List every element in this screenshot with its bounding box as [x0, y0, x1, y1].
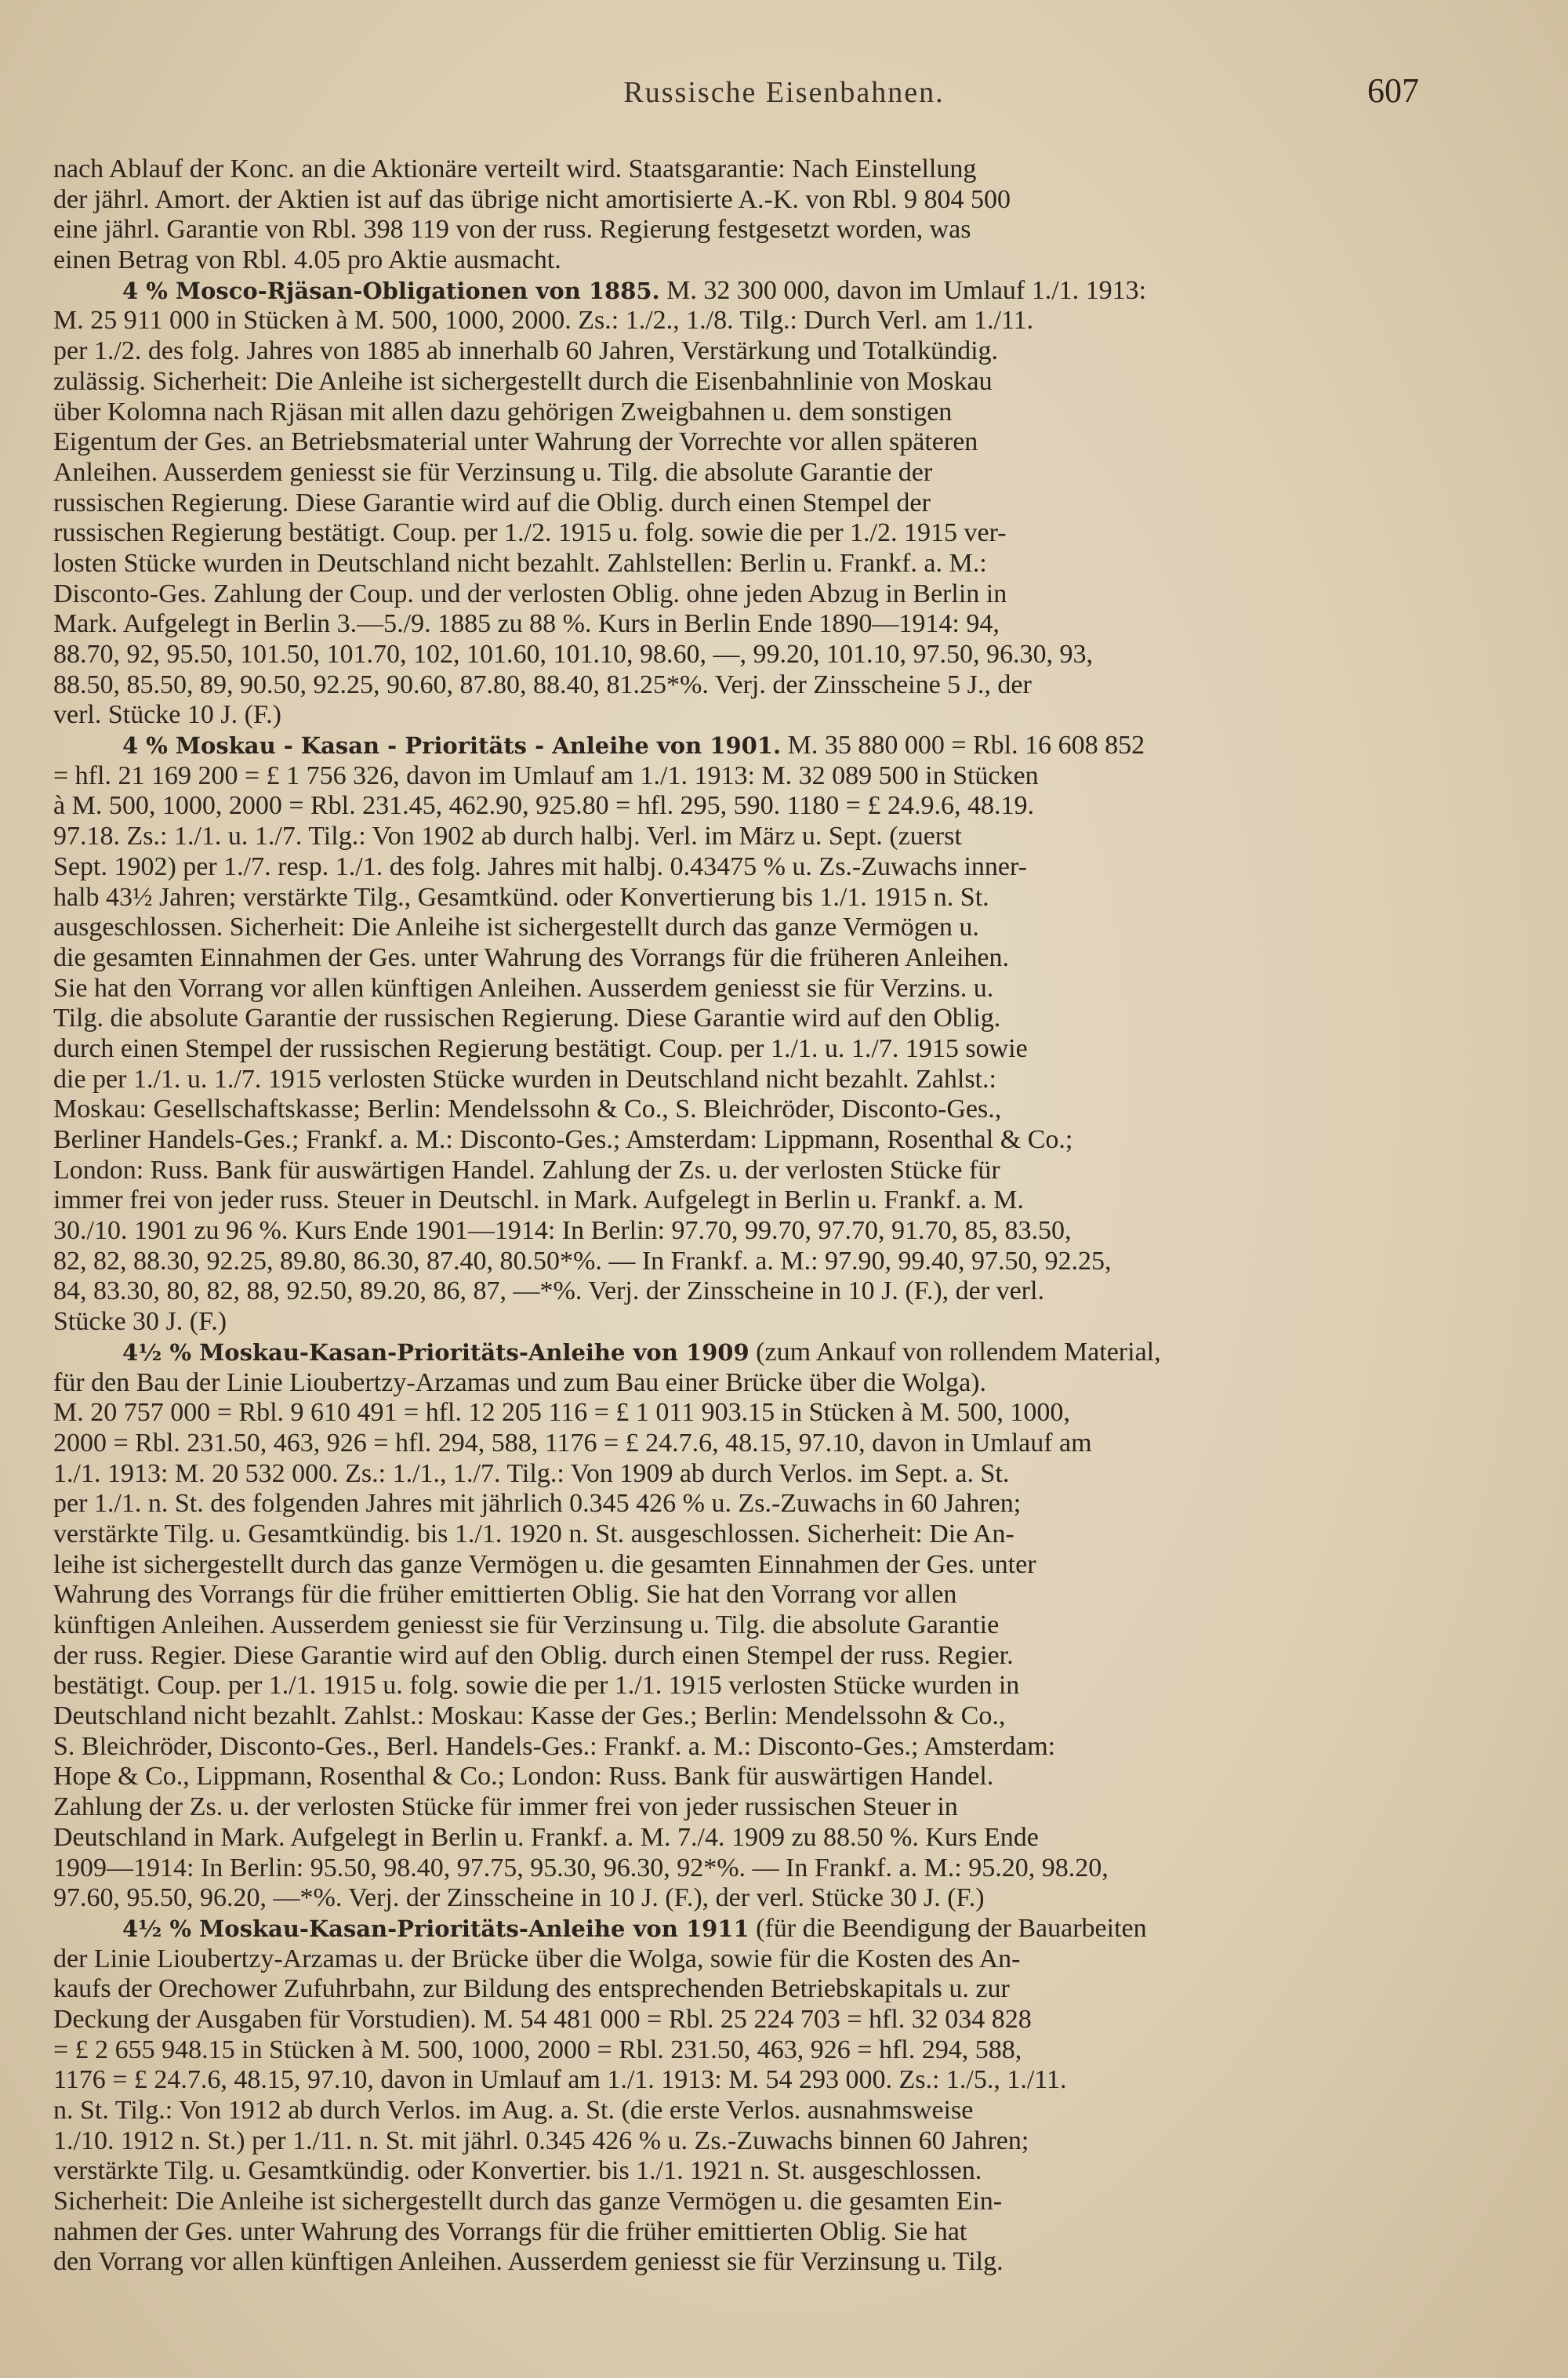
line-text: nahmen der Ges. unter Wahrung des Vorrangs für die früher emittierten Oblig. Sie hat	[53, 2216, 967, 2246]
line-text: Zahlung der Zs. u. der verlosten Stücke für immer frei von jeder russischen Steuer in	[53, 1792, 958, 1822]
text-line	[53, 974, 1421, 1004]
text-line	[53, 1276, 1421, 1307]
line-text: 2000 = Rbl. 231.50, 463, 926 = hfl. 294, 588, 1176 = £ 24.7.6, 48.15, 97.10, davon in Umlauf am	[53, 1428, 1092, 1458]
text-line	[53, 2005, 1421, 2035]
text-line	[53, 1247, 1421, 1277]
text-line	[53, 1914, 1421, 1944]
line-text: verl. Stücke 10 J. (F.)	[53, 700, 281, 730]
line-text: für den Bau der Linie Lioubertzy-Arzamas und zum Bau einer Brücke über die Wolga).	[53, 1367, 986, 1397]
line-text: Eigentum der Ges. an Betriebsmaterial unter Wahrung der Vorrechte vor allen späteren	[53, 427, 978, 457]
text-line	[53, 1338, 1421, 1368]
page-header-title: Russische Eisenbahnen.	[623, 76, 945, 109]
line-text: eine jährl. Garantie von Rbl. 398 119 von der russ. Regierung festgesetzt worden, was	[53, 215, 971, 245]
text-line	[53, 1974, 1421, 2005]
line-text: 1./1. 1913: M. 20 532 000. Zs.: 1./1., 1./7. Tilg.: Von 1909 ab durch Verlos. im Sept. a. St.	[53, 1458, 1010, 1488]
text-line	[53, 1125, 1421, 1156]
line-text: (zum Ankauf von rollendem Material,	[756, 1337, 1161, 1367]
entry-title: 4½ % Moskau-Kasan-Prioritäts-Anleihe von 1909	[122, 1338, 750, 1366]
line-text: nach Ablauf der Konc. an die Aktionäre verteilt wird. Staatsgarantie: Nach Einstellung	[53, 154, 977, 183]
text-line	[53, 245, 1421, 276]
line-text: S. Bleichröder, Disconto-Ges., Berl. Handels-Ges.: Frankf. a. M.: Disconto-Ges.; Amsterdam:	[53, 1731, 1056, 1761]
text-line	[53, 1550, 1421, 1581]
page-number: 607	[1367, 71, 1419, 110]
text-line	[53, 367, 1421, 398]
line-text: M. 32 300 000, davon im Umlauf 1./1. 1913:	[666, 275, 1147, 305]
text-line	[53, 670, 1421, 701]
text-line	[53, 458, 1421, 488]
text-line	[53, 2126, 1421, 2157]
text-line	[53, 1095, 1421, 1125]
text-line	[53, 1429, 1421, 1459]
line-text: 82, 82, 88.30, 92.25, 89.80, 86.30, 87.40, 80.50*%. — In Frankf. a. M.: 97.90, 99.40, 97.50, 92.25,	[53, 1246, 1112, 1276]
entry-title: 4½ % Moskau-Kasan-Prioritäts-Anleihe von 1911	[122, 1915, 750, 1942]
text-line	[53, 852, 1421, 883]
text-line	[53, 518, 1421, 549]
line-text: losten Stücke wurden in Deutschland nicht bezahlt. Zahlstellen: Berlin u. Frankf. a. M.:	[53, 548, 987, 578]
line-text: = hfl. 21 169 200 = £ 1 756 326, davon im Umlauf am 1./1. 1913: M. 32 089 500 in Stücken	[53, 761, 1039, 790]
text-line	[53, 488, 1421, 519]
entry-title: 4 % Moskau - Kasan - Prioritäts - Anleihe von 1901.	[122, 732, 782, 760]
text-line	[53, 1701, 1421, 1732]
text-line	[53, 1671, 1421, 1701]
document-body	[53, 154, 1421, 2278]
text-line	[53, 276, 1421, 307]
line-text: Tilg. die absolute Garantie der russischen Regierung. Diese Garantie wird auf den Oblig.	[53, 1004, 1001, 1033]
line-text: der russ. Regier. Diese Garantie wird auf den Oblig. durch einen Stempel der russ. Regier.	[53, 1640, 1014, 1670]
text-line	[53, 761, 1421, 792]
text-line	[53, 2096, 1421, 2126]
line-text: russischen Regierung bestätigt. Coup. per 1./2. 1915 u. folg. sowie die per 1./2. 1915 ver-	[53, 518, 1007, 548]
line-text: 1909—1914: In Berlin: 95.50, 98.40, 97.75, 95.30, 96.30, 92*%. — In Frankf. a. M.: 95.20, 98.20,	[53, 1853, 1109, 1882]
line-text: kaufs der Orechower Zufuhrbahn, zur Bildung des entsprechenden Betriebskapitals u. zur	[53, 1974, 1010, 2004]
text-line	[53, 427, 1421, 458]
text-line	[53, 398, 1421, 428]
entry-konc	[53, 154, 1421, 276]
text-line	[53, 883, 1421, 913]
text-line	[53, 1519, 1421, 1550]
text-line	[53, 609, 1421, 640]
text-line	[53, 306, 1421, 336]
line-text: Anleihen. Ausserdem geniesst sie für Verzinsung u. Tilg. die absolute Garantie der	[53, 457, 933, 487]
text-line	[53, 943, 1421, 974]
line-text: verstärkte Tilg. u. Gesamtkündig. bis 1./1. 1920 n. St. ausgeschlossen. Sicherheit: Die An-	[53, 1519, 1014, 1548]
entry-moskau-kasan-1909	[53, 1338, 1421, 1914]
text-line	[53, 913, 1421, 943]
line-text: Disconto-Ges. Zahlung der Coup. und der verlosten Oblig. ohne jeden Abzug in Berlin in	[53, 579, 1007, 608]
text-line	[53, 1489, 1421, 1519]
line-text: per 1./2. des folg. Jahres von 1885 ab innerhalb 60 Jahren, Verstärkung und Totalkündig.	[53, 336, 999, 366]
line-text: zulässig. Sicherheit: Die Anleihe ist sichergestellt durch die Eisenbahnlinie von Moskau	[53, 366, 993, 396]
line-text: Deutschland nicht bezahlt. Zahlst.: Moskau: Kasse der Ges.; Berlin: Mendelssohn & Co.,	[53, 1701, 1006, 1731]
line-text: 88.50, 85.50, 89, 90.50, 92.25, 90.60, 87.80, 88.40, 81.25*%. Verj. der Zinsscheine 5 J., der	[53, 670, 1032, 699]
line-text: (für die Beendigung der Bauarbeiten	[756, 1913, 1147, 1943]
line-text: = £ 2 655 948.15 in Stücken à M. 500, 1000, 2000 = Rbl. 231.50, 463, 926 = hfl. 294, 588,	[53, 2035, 1022, 2064]
line-text: der jährl. Amort. der Aktien ist auf das übrige nicht amortisierte A.-K. von Rbl. 9 804 500	[53, 184, 1011, 214]
text-line	[53, 640, 1421, 670]
line-text: der Linie Lioubertzy-Arzamas u. der Brücke über die Wolga, sowie für die Kosten des An-	[53, 1944, 1021, 1973]
text-line	[53, 1065, 1421, 1095]
line-text: durch einen Stempel der russischen Regierung bestätigt. Coup. per 1./1. u. 1./7. 1915 sowie	[53, 1033, 1028, 1063]
line-text: halb 43½ Jahren; verstärkte Tilg., Gesamtkünd. oder Konvertierung bis 1./1. 1915 n. St.	[53, 882, 989, 912]
text-line	[53, 1398, 1421, 1429]
line-text: einen Betrag von Rbl. 4.05 pro Aktie ausmacht.	[53, 245, 561, 275]
line-text: London: Russ. Bank für auswärtigen Handel. Zahlung der Zs. u. der verlosten Stücke für	[53, 1155, 1000, 1185]
line-text: 97.60, 95.50, 96.20, —*%. Verj. der Zinsscheine in 10 J. (F.), der verl. Stücke 30 J. (F.)	[53, 1883, 985, 1913]
text-line	[53, 1004, 1421, 1034]
line-text: 30./10. 1901 zu 96 %. Kurs Ende 1901—1914: In Berlin: 97.70, 99.70, 97.70, 91.70, 85, 83.50,	[53, 1216, 1072, 1246]
line-text: M. 20 757 000 = Rbl. 9 610 491 = hfl. 12 205 116 = £ 1 011 903.15 in Stücken à M. 500, 1000,	[53, 1398, 1070, 1428]
text-line	[53, 1792, 1421, 1823]
text-line	[53, 2187, 1421, 2217]
line-text: Mark. Aufgelegt in Berlin 3.—5./9. 1885 zu 88 %. Kurs in Berlin Ende 1890—1914: 94,	[53, 609, 1000, 639]
line-text: Sicherheit: Die Anleihe ist sichergestellt durch das ganze Vermögen u. die gesamten Ein-	[53, 2187, 1003, 2216]
line-text: Deutschland in Mark. Aufgelegt in Berlin u. Frankf. a. M. 7./4. 1909 zu 88.50 %. Kurs Ende	[53, 1822, 1039, 1852]
line-text: M. 35 880 000 = Rbl. 16 608 852	[787, 731, 1145, 761]
line-text: die gesamten Einnahmen der Ges. unter Wahrung des Vorrangs für die früheren Anleihen.	[53, 942, 1010, 972]
text-line	[53, 1156, 1421, 1186]
line-text: 1176 = £ 24.7.6, 48.15, 97.10, davon in Umlauf am 1./1. 1913: M. 54 293 000. Zs.: 1./5., 1./11.	[53, 2065, 1067, 2095]
line-text: über Kolomna nach Rjäsan mit allen dazu gehörigen Zweigbahnen u. dem sonstigen	[53, 397, 953, 427]
text-line	[53, 1883, 1421, 1914]
line-text: immer frei von jeder russ. Steuer in Deutschl. in Mark. Aufgelegt in Berlin u. Frankf. a. M.	[53, 1185, 1024, 1215]
text-line	[53, 1307, 1421, 1338]
text-line	[53, 579, 1421, 610]
text-line	[53, 1580, 1421, 1610]
line-text: Stücke 30 J. (F.)	[53, 1307, 227, 1337]
text-line	[53, 1216, 1421, 1247]
line-text: per 1./1. n. St. des folgenden Jahres mit jährlich 0.345 426 % u. Zs.-Zuwachs in 60 Jahren;	[53, 1489, 1022, 1519]
text-line	[53, 1610, 1421, 1641]
line-text: 1./10. 1912 n. St.) per 1./11. n. St. mit jährl. 0.345 426 % u. Zs.-Zuwachs binnen 60 Jahren;	[53, 2126, 1029, 2155]
line-text: bestätigt. Coup. per 1./1. 1915 u. folg. sowie die per 1./1. 1915 verlosten Stücke wurden in	[53, 1671, 1020, 1701]
line-text: Deckung der Ausgaben für Vorstudien). M. 54 481 000 = Rbl. 25 224 703 = hfl. 32 034 828	[53, 2004, 1032, 2034]
text-line	[53, 1034, 1421, 1065]
text-line	[53, 1823, 1421, 1853]
entry-moskau-kasan-1911	[53, 1914, 1421, 2278]
line-text: 88.70, 92, 95.50, 101.50, 101.70, 102, 101.60, 101.10, 98.60, —, 99.20, 101.10, 97.50, 96.30, 93,	[53, 640, 1093, 669]
line-text: 97.18. Zs.: 1./1. u. 1./7. Tilg.: Von 1902 ab durch halbj. Verl. im März u. Sept. (zuerst	[53, 822, 962, 851]
running-head	[0, 71, 1568, 122]
text-line	[53, 731, 1421, 761]
text-line	[53, 2156, 1421, 2187]
text-line	[53, 215, 1421, 245]
text-line	[53, 336, 1421, 367]
line-text: n. St. Tilg.: Von 1912 ab durch Verlos. im Aug. a. St. (die erste Verlos. ausnahmsweise	[53, 2096, 974, 2125]
line-text: Sept. 1902) per 1./7. resp. 1./1. des folg. Jahres mit halbj. 0.43475 % u. Zs.-Zuwachs inner-	[53, 851, 1027, 881]
line-text: 84, 83.30, 80, 82, 88, 92.50, 89.20, 86, 87, —*%. Verj. der Zinsscheine in 10 J. (F.), der verl.	[53, 1276, 1044, 1306]
text-line	[53, 185, 1421, 216]
line-text: ausgeschlossen. Sicherheit: Die Anleihe ist sichergestellt durch das ganze Vermögen u.	[53, 913, 979, 942]
text-line	[53, 1762, 1421, 1792]
entry-title: 4 % Mosco-Rjäsan-Obligationen von 1885.	[122, 277, 660, 304]
text-line	[53, 549, 1421, 579]
line-text: russischen Regierung. Diese Garantie wird auf die Oblig. durch einen Stempel der	[53, 488, 931, 517]
text-line	[53, 2035, 1421, 2066]
text-line	[53, 2247, 1421, 2278]
line-text: Sie hat den Vorrang vor allen künftigen Anleihen. Ausserdem geniesst sie für Verzins. u.	[53, 973, 994, 1003]
text-line	[53, 1368, 1421, 1399]
line-text: den Vorrang vor allen künftigen Anleihen. Ausserdem geniesst sie für Verzinsung u. Tilg.	[53, 2247, 1004, 2277]
text-line	[53, 154, 1421, 185]
line-text: Berliner Handels-Ges.; Frankf. a. M.: Disconto-Ges.; Amsterdam: Lippmann, Rosenthal & Co.;	[53, 1125, 1073, 1154]
line-text: à M. 500, 1000, 2000 = Rbl. 231.45, 462.90, 925.80 = hfl. 295, 590. 1180 = £ 24.9.6, 48.19.	[53, 791, 1034, 821]
line-text: M. 25 911 000 in Stücken à M. 500, 1000, 2000. Zs.: 1./2., 1./8. Tilg.: Durch Verl. am 1./11.	[53, 306, 1034, 336]
text-line	[53, 2217, 1421, 2248]
line-text: leihe ist sichergestellt durch das ganze Vermögen u. die gesamten Einnahmen der Ges. unter	[53, 1549, 1036, 1579]
line-text: Wahrung des Vorrangs für die früher emittierten Oblig. Sie hat den Vorrang vor allen	[53, 1580, 957, 1610]
entry-moskau-kasan-1901	[53, 731, 1421, 1338]
entry-mosco-rjasan-1885	[53, 276, 1421, 731]
text-line	[53, 2065, 1421, 2096]
text-line	[53, 1944, 1421, 1975]
text-line	[53, 1853, 1421, 1884]
line-text: Hope & Co., Lippmann, Rosenthal & Co.; London: Russ. Bank für auswärtigen Handel.	[53, 1762, 994, 1792]
text-line	[53, 791, 1421, 822]
text-line	[53, 1459, 1421, 1490]
text-line	[53, 822, 1421, 852]
text-line	[53, 1641, 1421, 1672]
text-line	[53, 1732, 1421, 1763]
line-text: Moskau: Gesellschaftskasse; Berlin: Mendelssohn & Co., S. Bleichröder, Disconto-Ges.,	[53, 1095, 1002, 1124]
line-text: verstärkte Tilg. u. Gesamtkündig. oder Konvertier. bis 1./1. 1921 n. St. ausgeschlossen.	[53, 2156, 982, 2186]
text-line	[53, 700, 1421, 731]
line-text: die per 1./1. u. 1./7. 1915 verlosten Stücke wurden in Deutschland nicht bezahlt. Zahlst.:	[53, 1064, 996, 1094]
text-line	[53, 1185, 1421, 1216]
line-text: künftigen Anleihen. Ausserdem geniesst sie für Verzinsung u. Tilg. die absolute Garantie	[53, 1610, 1000, 1639]
